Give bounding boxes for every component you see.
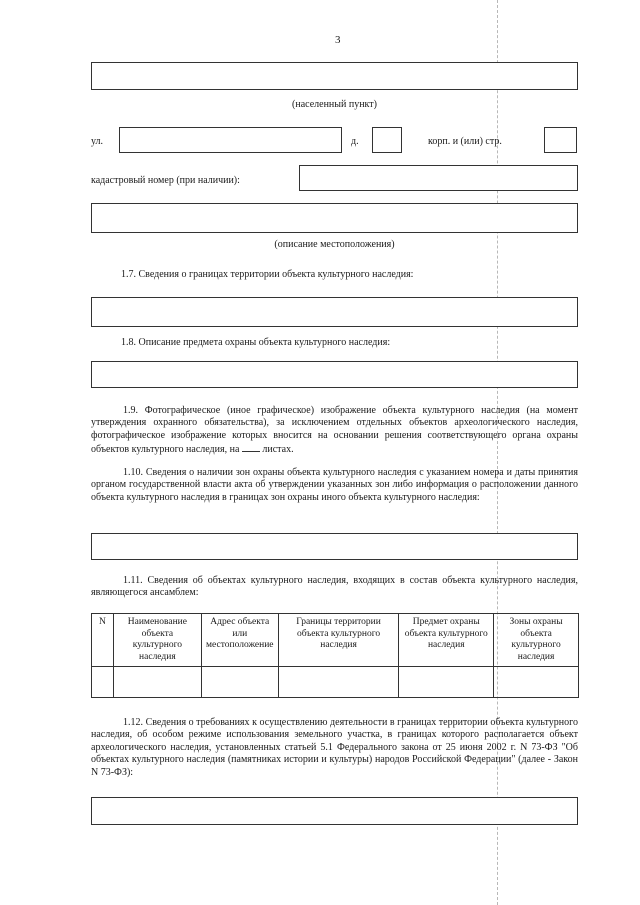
table-header-row	[92, 614, 579, 667]
sheet-count-blank[interactable]	[242, 442, 260, 452]
table-row	[92, 667, 579, 698]
settlement-field[interactable]	[91, 62, 578, 90]
table-cell[interactable]	[494, 667, 579, 698]
section-1-9-text: 1.9. Фотографическое (иное графическое) изображение объекта культурного наследия (на момент утверждения охранного обязательства), за исключением отдельных объектов археологического наследия, фотографическое изображение которых вносится на основании решения соответствующего органа охраны объектов культурного наследия, на	[91, 405, 578, 456]
house-label: д.	[351, 136, 359, 147]
table-header-boundaries: Границы территории объекта культурного наследия	[278, 614, 399, 667]
table-header-address: Адрес объекта или местоположение	[201, 614, 278, 667]
table-cell[interactable]	[201, 667, 278, 698]
cadastral-field[interactable]	[299, 165, 578, 191]
section-1-12-paragraph	[91, 717, 578, 779]
street-label: ул.	[91, 136, 104, 147]
house-field[interactable]	[372, 127, 402, 153]
table-header-number: N	[92, 614, 114, 667]
table-cell[interactable]	[113, 667, 201, 698]
page-number: 3	[335, 34, 341, 46]
building-label: корп. и (или) стр.	[428, 136, 502, 147]
section-1-11-text: 1.11. Сведения об объектах культурного наследия, входящих в состав объекта культурного наследия, являющегося ансамблем:	[91, 575, 578, 599]
settlement-caption: (населенный пункт)	[292, 99, 377, 110]
location-field[interactable]	[91, 203, 578, 233]
section-1-7-heading: 1.7. Сведения о границах территории объекта культурного наследия:	[121, 269, 414, 280]
protection-zones-field[interactable]	[91, 533, 578, 560]
cadastral-label: кадастровый номер (при наличии):	[91, 175, 240, 186]
activity-requirements-field[interactable]	[91, 797, 578, 825]
table-header-name: Наименование объекта культурного наследия	[113, 614, 201, 667]
section-1-10-paragraph	[91, 467, 578, 504]
table-header-protection-zones: Зоны охраны объекта культурного наследия	[494, 614, 579, 667]
table-header-protection-subject: Предмет охраны объекта культурного наследия	[399, 614, 494, 667]
location-caption: (описание местоположения)	[274, 239, 395, 250]
protection-subject-field[interactable]	[91, 361, 578, 388]
ensemble-objects-table	[91, 613, 579, 698]
section-1-9-paragraph	[91, 405, 578, 457]
street-field[interactable]	[119, 127, 342, 153]
boundaries-field[interactable]	[91, 297, 578, 327]
table-cell[interactable]	[278, 667, 399, 698]
table-cell[interactable]	[399, 667, 494, 698]
section-1-8-heading: 1.8. Описание предмета охраны объекта культурного наследия:	[121, 337, 391, 348]
section-1-11-paragraph	[91, 575, 578, 600]
section-1-9-suffix: листах.	[262, 444, 294, 456]
section-1-10-text: 1.10. Сведения о наличии зон охраны объекта культурного наследия с указанием номера и даты принятия органом государственной власти акта об утверждении указанных зон либо информация о расположении данного объекта культурного наследия в границах зон охраны иного объекта культурного наследия:	[91, 467, 578, 503]
table-cell[interactable]	[92, 667, 114, 698]
building-field[interactable]	[544, 127, 577, 153]
section-1-12-text: 1.12. Сведения о требованиях к осуществлению деятельности в границах территории объекта культурного наследия, об особом режиме использования земельного участка, в границах которого располагается объект археологического наследия, установленных статьей 5.1 Федерального закона от 25 июня 2002 г. N 73-ФЗ "Об объектах культурного наследия (памятниках истории и культуры) народов Российской Федерации" (далее - Закон N 73-ФЗ):	[91, 717, 578, 778]
